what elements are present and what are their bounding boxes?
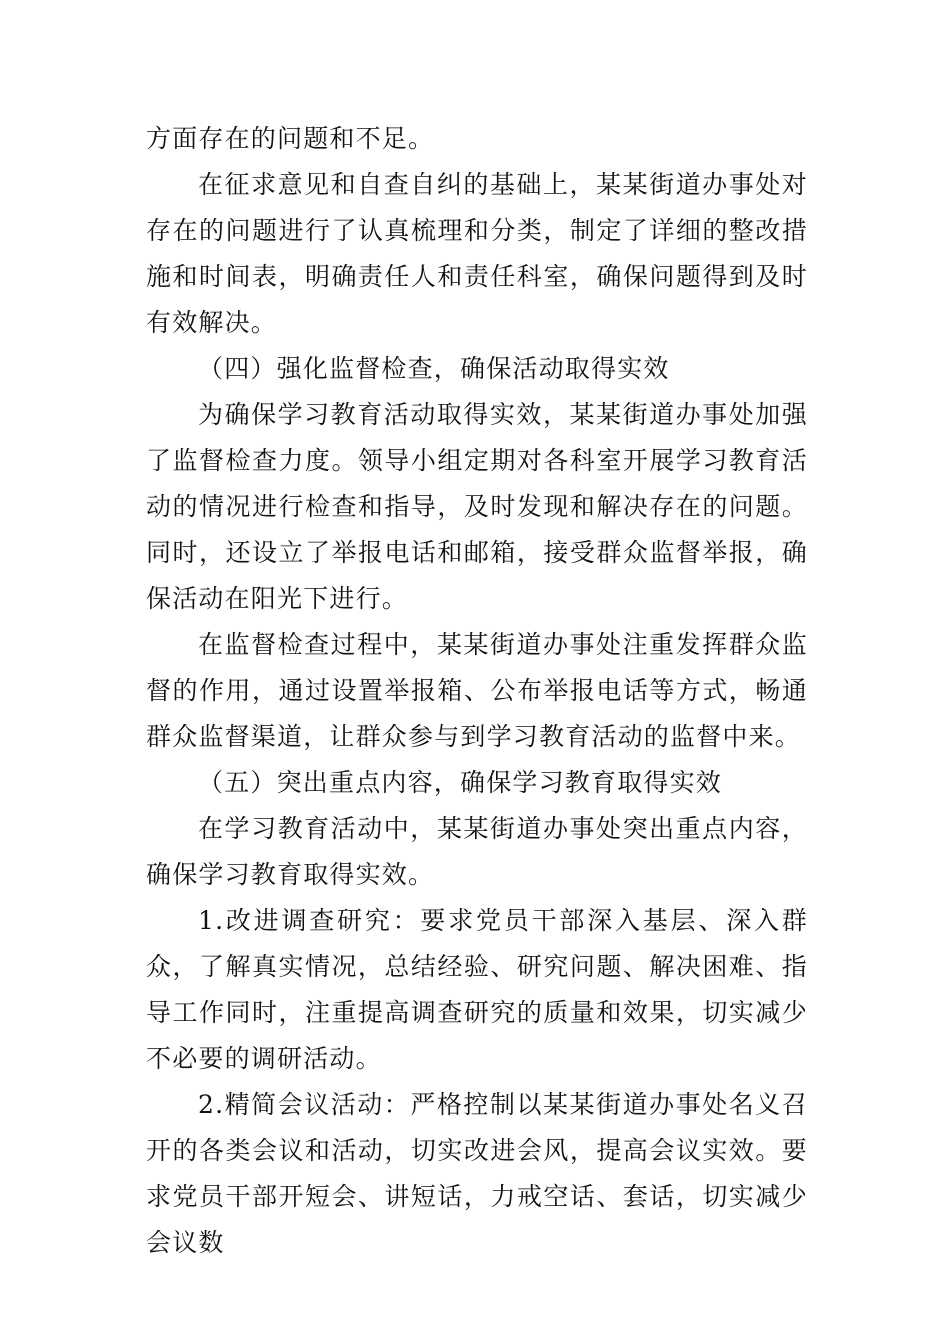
- paragraph-continuation: 方面存在的问题和不足。: [146, 124, 435, 153]
- section-heading-4: （四）强化监督检查，确保活动取得实效: [198, 354, 670, 383]
- section-heading-5: （五）突出重点内容，确保学习教育取得实效: [198, 768, 723, 797]
- paragraph-rectification: 在征求意见和自查自纠的基础上，某某街道办事处对存在的问题进行了认真梳理和分类，制定了详细的整改措施和时间表，明确责任人和责任科室，确保问题得到及时有效解决。: [146, 170, 808, 337]
- paragraph-key-content: 在学习教育活动中，某某街道办事处突出重点内容，确保学习教育取得实效。: [146, 814, 808, 889]
- paragraph-public-supervision: 在监督检查过程中，某某街道办事处注重发挥群众监督的作用，通过设置举报箱、公布举报电话等方式，畅通群众监督渠道，让群众参与到学习教育活动的监督中来。: [146, 630, 808, 751]
- paragraph-item-1: 1.改进调查研究：要求党员干部深入基层、深入群众，了解真实情况，总结经验、研究问题、解决困难、指导工作同时，注重提高调查研究的质量和效果，切实减少不必要的调研活动。: [146, 906, 808, 1073]
- paragraph-supervision: 为确保学习教育活动取得实效，某某街道办事处加强了监督检查力度。领导小组定期对各科室开展学习教育活动的情况进行检查和指导，及时发现和解决存在的问题。同时，还设立了举报电话和邮箱，接受群众监督举报，确保活动在阳光下进行。: [146, 400, 808, 613]
- paragraph-item-2: 2.精简会议活动：严格控制以某某街道办事处名义召开的各类会议和活动，切实改进会风，提高会议实效。要求党员干部开短会、讲短话，力戒空话、套话，切实减少会议数: [146, 1090, 808, 1257]
- document-body: [146, 116, 808, 1266]
